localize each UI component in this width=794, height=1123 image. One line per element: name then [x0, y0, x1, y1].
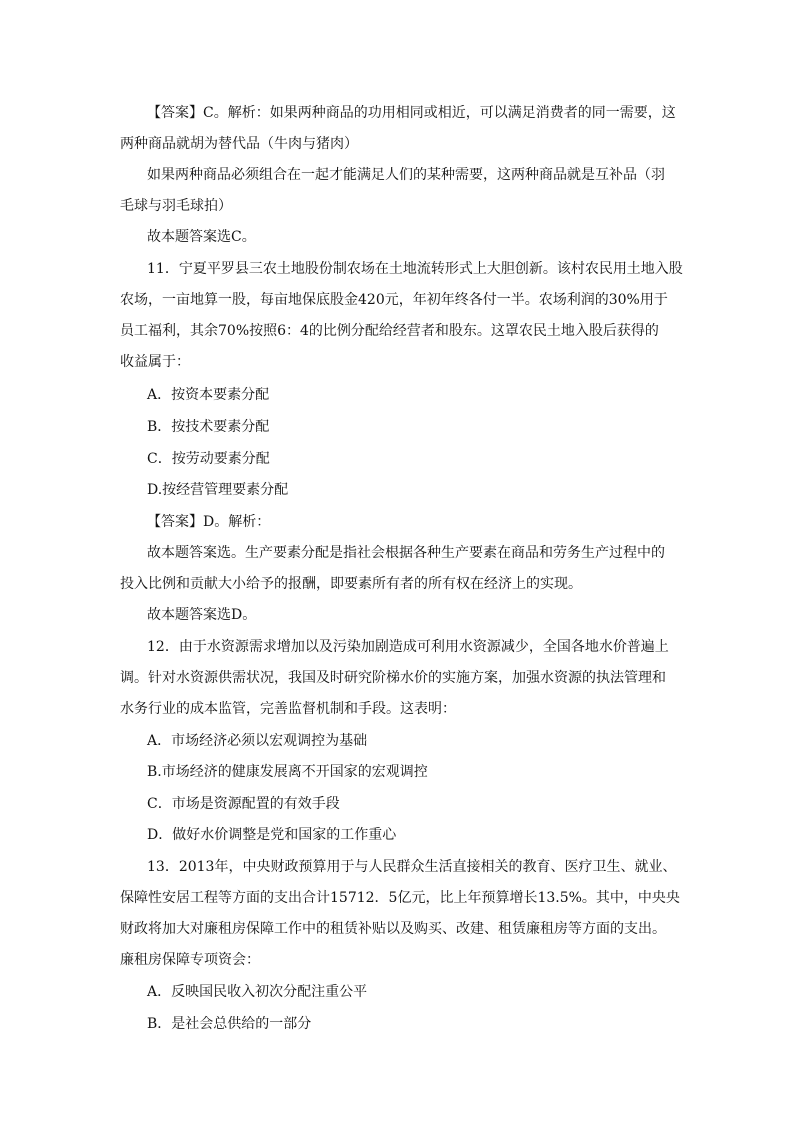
answer-11-line-1: 【答案】D。解析：	[147, 514, 271, 530]
question-12-line-3: 水务行业的成本监管，完善监督机制和手段。这表明：	[120, 701, 456, 717]
question-12-line-2: 调。针对水资源供需状况，我国及时研究阶梯水价的实施方案，加强水资源的执法管理和	[120, 670, 666, 686]
question-13-line-2: 保障性安居工程等方面的支出合计15712．5亿元，比上年预算增长13.5%。其中，中央央	[120, 890, 680, 906]
question-11-line-4: 收益属于：	[120, 354, 190, 370]
question-12-option-d: D．做好水价调整是党和国家的工作重心	[147, 827, 397, 843]
question-11-line-2: 农场，一亩地算一股，每亩地保底股金420元，年初年终各付一半。农场利润的30%用于	[120, 292, 668, 308]
answer-11-line-2: 故本题答案选。生产要素分配是指社会根据各种生产要素在商品和劳务生产过程中的	[147, 545, 665, 561]
answer-11-conclusion: 故本题答案选D。	[147, 607, 257, 623]
question-11-option-b: B．按技术要素分配	[147, 419, 270, 435]
answer-10-line-2: 两种商品就胡为替代品（牛肉与猪肉）	[120, 136, 358, 152]
question-11-option-a: A．按资本要素分配	[147, 387, 270, 403]
question-12-line-1: 12．由于水资源需求增加以及污染加剧造成可利用水资源减少，全国各地水价普遍上	[147, 639, 669, 655]
question-11-option-d: D.按经营管理要素分配	[147, 482, 289, 498]
question-13-option-b: B．是社会总供给的一部分	[147, 1016, 312, 1032]
answer-10-line-3: 如果两种商品必须组合在一起才能满足人们的某种需要，这两种商品就是互补品（羽	[147, 167, 665, 183]
question-12-option-a: A．市场经济必须以宏观调控为基础	[147, 733, 368, 749]
question-12-option-c: C．市场是资源配置的有效手段	[147, 796, 340, 812]
question-11-line-3: 员工福利，其余70%按照6：4的比例分配给经营者和股东。这罩农民土地入股后获得的	[120, 323, 659, 339]
question-12-option-b: B.市场经济的健康发展离不开国家的宏观调控	[147, 764, 428, 780]
answer-11-line-3: 投入比例和贡献大小给予的报酬，即要素所有者的所有权在经济上的实现。	[120, 576, 582, 592]
answer-10-conclusion: 故本题答案选C。	[147, 229, 256, 245]
question-13-line-4: 廉租房保障专项资会：	[120, 952, 260, 968]
answer-10-line-4: 毛球与羽毛球拍）	[120, 198, 232, 214]
question-13-line-3: 财政将加大对廉租房保障工作中的租赁补贴以及购买、改建、租赁廉租房等方面的支出。	[120, 921, 666, 937]
question-13-line-1: 13．2013年，中央财政预算用于与人民群众生活直接相关的教育、医疗卫生、就业、	[147, 859, 677, 875]
question-11-option-c: C．按劳动要素分配	[147, 451, 270, 467]
question-13-option-a: A．反映国民收入初次分配注重公平	[147, 984, 368, 1000]
question-11-line-1: 11．宁夏平罗县三农土地股份制农场在土地流转形式上大胆创新。该村农民用土地入股	[147, 261, 683, 277]
answer-10-line-1: 【答案】C。解析：如果两种商品的功用相同或相近，可以满足消费者的同一需要，这	[147, 105, 676, 121]
